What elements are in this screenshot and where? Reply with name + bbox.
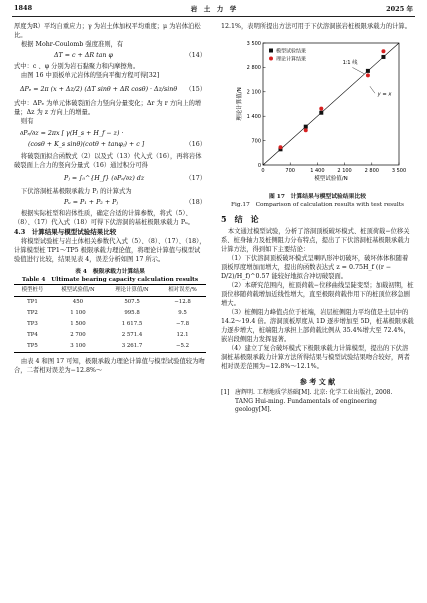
section-heading-5: 5 结 论 [221,214,259,224]
equation-body: Pⱼ = ∫₀^{H_f} (∂Pₑ/∂z) dz [64,175,145,182]
table-cell: 2 571.4 [121,332,143,338]
paragraph: 12.1%，表明所提出方法可用于下伏溶洞嵌岩桩极限承载力的计算。 [221,23,412,30]
reference-text-en: TANG Hui-ming. Fundamentals of engineering geology[M]. [235,397,377,413]
table-title-en: Table 4 Ultimate bearing capacity calculation results [21,277,199,283]
table-4 [14,268,206,353]
paragraph: 本文通过模型试验，分析了溶洞顶板破坏模式、桩顶荷载−位移关系、桩身轴力及桩侧阻力分布特点，提出了下伏溶洞桩基极限承载力计算方法，得到如下主要结论： [221,228,410,253]
col-header: 理论计算值/N [115,287,149,293]
journal-title: 岩 土 力 学 [190,5,237,13]
left-column [14,22,206,375]
table-cell: 3 100 [70,343,86,349]
right-column [221,22,414,415]
col-header: 模型试验值/N [61,287,95,293]
header-rule [12,16,415,17]
figure-17 [221,35,414,193]
data-point-theory [319,107,323,111]
table-cell: −7.8 [175,321,190,327]
col-header: 相对误差/% [168,287,197,293]
figure-caption-en: Fig.17 Comparison of calculation results with test results [230,202,405,208]
data-point-test [304,125,308,129]
table-row [14,330,206,341]
y-tick-label: 0 [257,162,261,169]
paragraph: 厚度为R）平均自重应力；γ 为岩土体加权平均重度；μ 为岩体泊松比。 [14,23,201,39]
table-cell: 1 100 [70,310,86,316]
x-tick-label: 700 [285,168,295,174]
x-axis-label: 模型试验值/N [314,176,348,182]
equation-number: （17） [185,175,206,182]
table-cell: −12.8 [174,299,191,305]
equation-14 [54,51,206,60]
y-tick-label: 3 500 [246,40,261,47]
equation-16 [28,140,206,149]
paragraph: （2）本研究范围内，桩顶荷载−位移曲线呈陡变型；加载初期，桩顶位移随荷载增加近线性增大，直至极限荷载作用下的桩顶位移急剧增大。 [221,282,414,307]
col-header: 模型桩号 [21,287,44,293]
table-cell: 9.5 [178,310,187,316]
reference-item [221,389,414,398]
table-cell: 450 [72,299,84,305]
x-tick-label: 1 400 [310,168,325,174]
table-cell: 507.5 [124,299,140,305]
paragraph: 将模型试验桩与岩土体相关参数代入式（5）、（8）、（17）、（18），计算模型桩 TP1～TP5 极限承载力理论值，将理论计算值与模型试验值进行比较，结果见表 4，误差分析如图 17 所示。 [14,238,206,263]
paragraph: 将破裂面拟合函数式（2）以及式（13）代入式（16），再将岩体破裂面上合力的竖向分量式（16）通过积分可得 [14,153,202,169]
table-row [14,341,206,353]
paragraph: 由图 16 中顶板单元岩体的竖向平衡方程可得[32] [20,72,160,79]
table-cell: 12.1 [176,332,189,338]
table-cell: 3 261.7 [121,343,143,349]
reference-text-cn: 唐辉明. 工程地质学基础[M]. 北京: 化学工业出版社, 2008. [235,389,393,396]
paragraph: 由表 4 和图 17 可知，极限承载力理论计算值与模型试验值较为吻合，二者相对误差为−12.8%～ [14,358,205,374]
x-tick-label: 0 [261,168,265,174]
y-tick-label: 700 [251,138,261,145]
equation-body: (cosθ + K_s sinθ)(cotθ + tanφⱼ) + c ] [28,141,145,148]
table-cell: 1 617.5 [121,321,143,327]
equation-number: （16） [185,141,206,148]
equation-number: （18） [185,199,206,206]
paragraph: 式中：c 、φ 分别为岩石黏聚力和内摩擦角。 [14,63,140,70]
table-cell: TP4 [27,332,38,338]
table-cell: TP1 [27,299,38,305]
data-point-theory [278,145,282,149]
reference-number: [1] [221,389,230,396]
y-tick-label: 2 100 [246,89,261,96]
y-tick-label: 2 800 [246,65,261,72]
scatter-chart [221,35,414,193]
paragraph: 式中：ΔPₑ 为单元体破裂面合力竖向分量变化；Δr 为 r 方向上的增量；Δz 为 z 方向上的增量。 [14,100,202,116]
references-heading: 参 考 文 献 [299,377,336,386]
y-tick-label: 1 400 [246,114,261,120]
data-point-test [381,55,385,59]
table-cell: −5.2 [175,343,190,349]
year: 2025 年 [386,5,413,13]
table-row [14,297,206,309]
legend-marker [269,57,273,61]
paragraph: 则有 [20,118,34,125]
paragraph: 下伏溶洞桩基极限承载力 Pⱼ 的计算式为 [20,188,132,195]
x-tick-label: 2 800 [364,168,379,174]
x-tick-label: 2 100 [337,168,352,174]
figure-caption-cn: 图 17 计算结果与模型试验结果比较 [268,194,367,200]
table-title-cn: 表 4 极限承载力计算结果 [75,269,145,275]
equation-15 [20,85,206,94]
equation-body: Pᵤ = P₁ + P₂ + Pⱼ [64,199,119,206]
equation-17 [64,174,206,183]
paragraph: （4）建立了复合破坏模式下极限承载力计算模型，提出的下伏溶洞桩基极限承载力计算方法所得结果与模型试验结果吻合较好，两者相对误差范围为−12.8%～12.1%。 [221,345,410,370]
identity-line-pointer [352,67,364,73]
data-point-theory [304,128,308,132]
table-header-row [14,285,206,297]
page-number: 1848 [14,4,33,12]
equation-label: y = x [377,91,392,98]
equation-body: ΔPₑ = 2π (x + Δz/2) (ΔT sinθ + ΔR cosθ) · Δz/sinθ [20,86,178,93]
paragraph: （3）桩侧阻力峰值点位于桩端，岩层桩侧阻力平均值是土层中的 14.2～19.4 倍。溶洞顶板厚度从 1D 逐步增加至 5D，桩基极限承载力逐步增大，桩端阻力承担上部荷载比例从 35.4%增大至 72.4%，嵌岩段侧阻力发挥显著。 [221,309,414,343]
data-point-test [319,111,323,115]
data-point-test [366,69,370,73]
results-table [14,284,206,353]
equation-number: （14） [185,52,206,59]
equation-pointer [370,86,375,93]
legend-label: 模型试验结果 [276,48,307,55]
paragraph: （1）下伏溶洞顶板破坏模式呈喇叭形冲切破坏，破坏体体积随着顶板厚度增加而增大，提出的函数表达式 z = 0.75H_f ((r − D/2)/H_f)^0.57 能较好地拟合冲切破裂面。 [221,255,409,280]
table-cell: 2 700 [70,332,86,338]
table-row [14,319,206,330]
equation-18 [64,198,206,207]
section-heading-4-3: 4.3 计算结果与模型试验结果比较 [14,228,117,236]
paragraph: 根据实际桩型和岩体性质，确定合适的计算参数，将式（5）、（8）、（17）代入式（18）可得下伏溶洞的基桩极限承载力 Pᵤ。 [14,210,194,226]
table-cell: TP3 [27,321,38,327]
legend-marker [269,49,273,53]
data-point-theory [381,49,385,53]
table-cell: 1 500 [70,321,86,327]
table-cell: TP5 [27,343,38,349]
data-point-theory [366,73,370,77]
x-tick-label: 3 500 [391,168,407,174]
table-cell: 995.8 [124,310,140,316]
legend-label: 理论计算结果 [276,56,307,63]
equation-number: （15） [185,86,206,93]
table-cell: TP2 [27,310,38,316]
equation-body: ΔT = c + ΔR tan φ [54,52,113,59]
y-axis-label: 理论计算值/N [237,87,243,121]
identity-line-label: 1∶1 线 [342,59,358,66]
paragraph: 根据 Mohr-Coulomb 强度准则，有 [20,41,124,48]
table-row [14,308,206,319]
equation-16-line1: ∂Pₑ/∂z = 2πx [ γ(H_s + H_f − z) · [20,130,124,137]
